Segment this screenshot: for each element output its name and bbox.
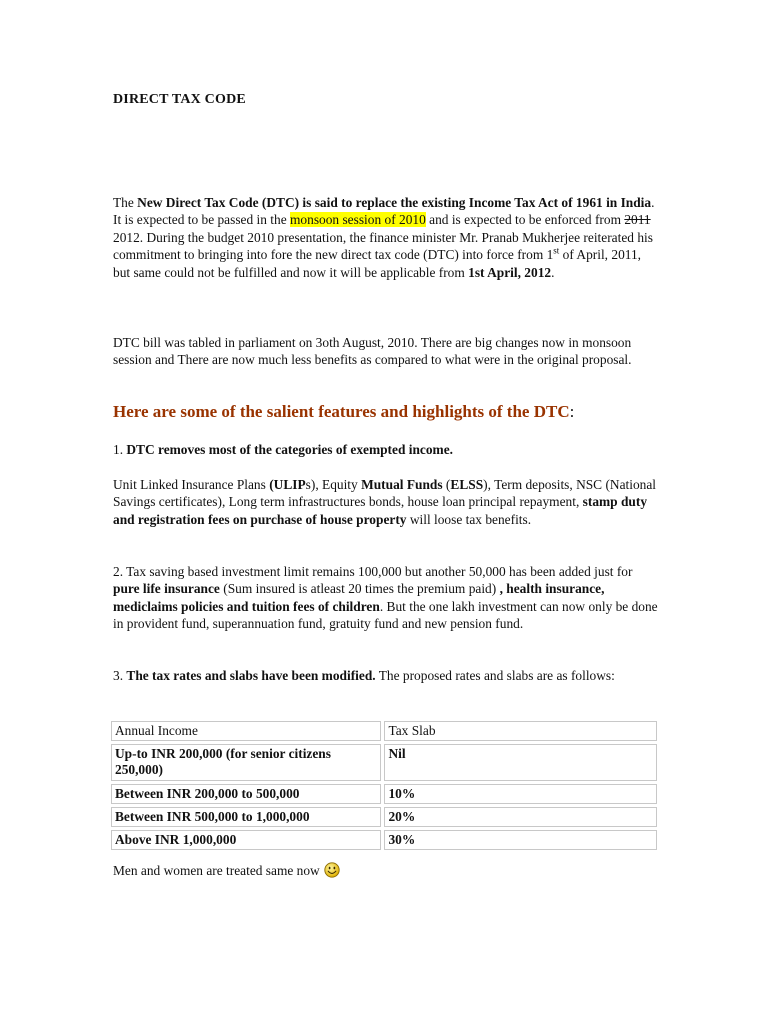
text-run: . But the one lakh investment can now only be done in provident fund, superannuation fund, gratuity fund and new pension fund. [113,598,658,632]
text-run: s), Equity [305,477,362,492]
text-run: of April, 2011, but same could not be fulfilled and now it will be applicable from [113,247,641,280]
bold-run: stamp duty and registration fees on purchase of house property [113,494,648,527]
text-run: . [551,264,555,280]
table-cell: Above INR 1,000,000 [111,830,381,850]
smiley-face-icon [324,862,340,882]
table-cell: Up-to INR 200,000 (for senior citizens 250,000) [111,744,381,781]
closing-line [113,862,658,882]
bold-run: Mutual Funds [361,477,443,492]
text-run: ), Term deposits, NSC (National Savings certificates), Long term infrastructures bonds, house loan principal repayment, [113,477,657,510]
document-title: DIRECT TAX CODE [113,92,246,107]
heading-colon: : [569,402,575,421]
table-header-row [111,721,657,741]
table-row [111,784,657,804]
table-row [111,807,657,827]
table-cell: 20% [384,807,657,827]
text-run: and is expected to be enforced from [425,212,625,228]
bold-run: pure life insurance [113,581,220,597]
tax-slab-table [108,718,660,853]
bold-run: 1st April, 2012 [468,264,552,280]
table-cell: Nil [384,744,657,781]
text-run: 2. Tax saving based investment limit remains 100,000 but another 50,000 has been added just for [113,564,633,579]
highlighted-text: monsoon session of 2010 [290,212,426,228]
point-number: 3. [113,668,127,683]
features-heading [113,402,658,422]
text-run: ( [442,477,451,492]
point-1 [113,441,658,458]
point-2 [113,563,658,633]
point-number: 1. [113,442,127,457]
bold-run: DTC removes most of the categories of exempted income. [126,442,454,457]
text-run: . It is expected to be passed in the [113,195,655,228]
bill-paragraph: DTC bill was tabled in parliament on 3oth August, 2010. There are big changes now in monsoon session and There are now much less benefits as compared to what were in the original proposal. [113,335,632,368]
superscript: st [553,245,560,256]
intro-paragraph [113,194,658,281]
text-run: 2012. During the budget 2010 presentation, the finance minister Mr. Pranab Mukherjee reiterated his commitment to bringing into fore the new direct tax code (DTC) into force from 1 [113,229,653,263]
bold-run: New Direct Tax Code (DTC) is said to replace the existing Income Tax Act of 1961 in India [137,195,652,210]
closing-text: Men and women are treated same now [113,863,320,878]
text-run: Unit Linked Insurance Plans [113,477,270,492]
bold-run: (ULIP [269,477,306,492]
bold-run: The tax rates and slabs have been modified. [126,668,376,683]
point-3 [113,667,658,684]
text-run: The proposed rates and slabs are as follows: [375,668,615,683]
table-cell: 30% [384,830,657,850]
heading-text: Here are some of the salient features and highlights of the DTC [113,402,570,421]
table-cell: Between INR 500,000 to 1,000,000 [111,807,381,827]
text-run: (Sum insured is atleast 20 times the premium paid) [219,581,500,597]
struck-text: 2011 [624,212,651,228]
text-run: The [113,195,138,210]
text-run: will loose tax benefits. [406,511,532,527]
table-header-cell: Tax Slab [384,721,657,741]
table-cell: 10% [384,784,657,804]
exemptions-paragraph [113,476,658,528]
table-cell: Between INR 200,000 to 500,000 [111,784,381,804]
table-row [111,744,657,781]
table-row [111,830,657,850]
table-header-cell: Annual Income [111,721,381,741]
bold-run: , health insurance, mediclaims policies and tuition fees of children [113,581,605,614]
bold-run: ELSS [450,477,484,492]
